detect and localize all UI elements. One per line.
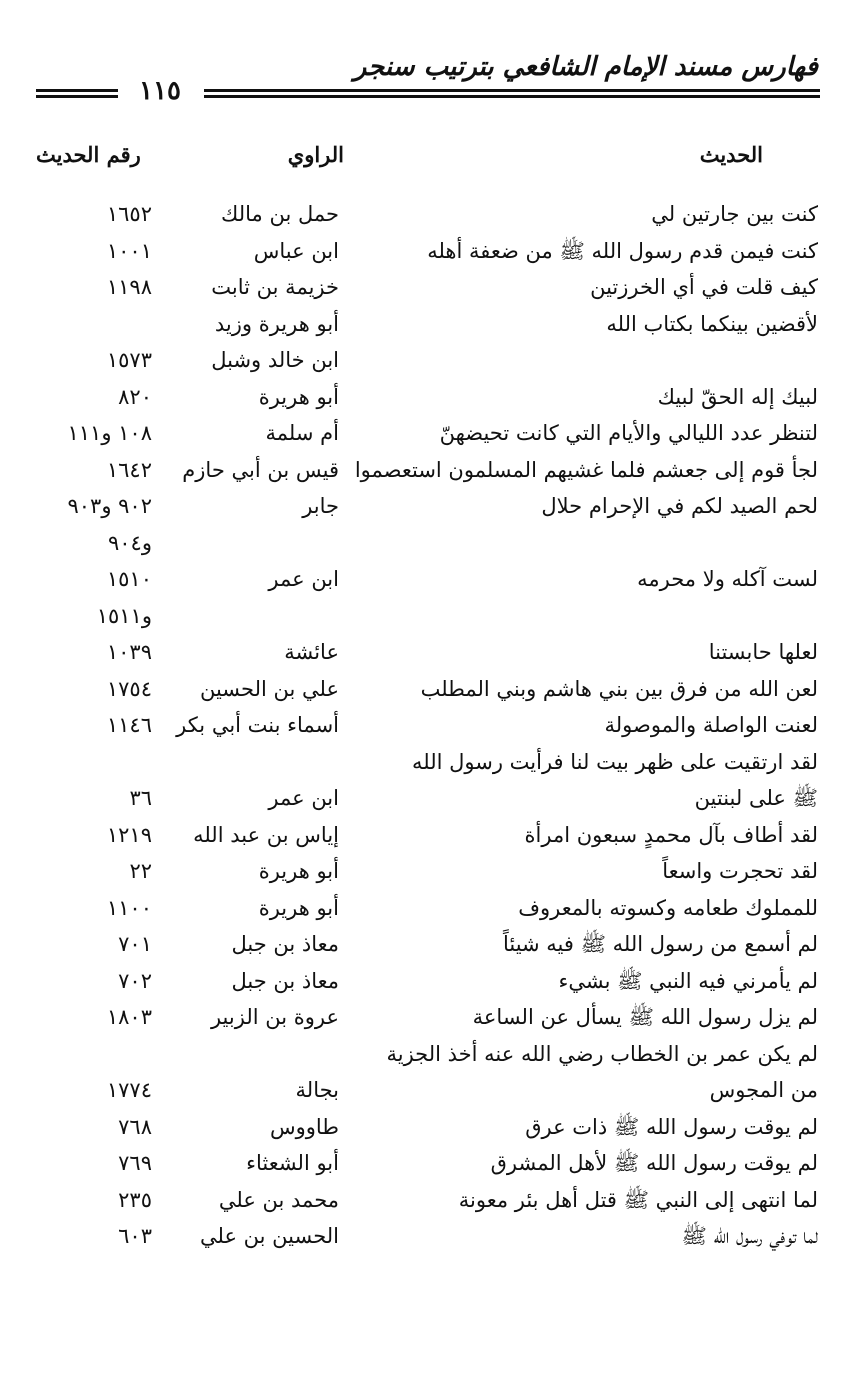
header-rule-bottom [204, 95, 820, 98]
table-row [0, 963, 856, 1000]
narrator-name: أبو هريرة وزيد [214, 311, 339, 336]
hadith-number: ١٠٣٩ [106, 640, 152, 664]
table-row [0, 999, 856, 1036]
table-row [0, 926, 856, 963]
hadith-text: لما توفي رسول الله ﷺ [681, 1224, 818, 1248]
table-row [0, 853, 856, 890]
hadith-number: ٧٠٢ [118, 968, 152, 993]
hadith-number: ٦٠٣ [118, 1224, 152, 1248]
hadith-text: لعن الله من فرق بين بني هاشم وبني المطلب [420, 676, 818, 701]
hadith-text: لم يوقت رسول الله ﷺ ذات عرق [525, 1114, 818, 1139]
narrator-name: علي بن الحسين [199, 676, 339, 701]
hadith-number: ١١٠٠ [106, 895, 152, 920]
table-row [0, 634, 856, 671]
hadith-number: ١٧٧٤ [106, 1078, 152, 1102]
hadith-number: و١٥١١ [96, 603, 152, 628]
hadith-text: لقد أطاف بآل محمدٍ سبعون امرأة [524, 822, 818, 847]
narrator-name: خزيمة بن ثابت [211, 275, 339, 299]
table-row [0, 671, 856, 708]
header-rule-top [204, 89, 820, 92]
hadith-text: لم يكن عمر بن الخطاب رضي الله عنه أخذ الجزية [386, 1041, 818, 1066]
hadith-text: لم يزل رسول الله ﷺ يسأل عن الساعة [472, 1005, 818, 1029]
hadith-number: ٣٦ [129, 786, 152, 810]
hadith-text: لقد ارتقيت على ظهر بيت لنا فرأيت رسول الله [412, 749, 818, 774]
hadith-number: ٢٢ [129, 859, 152, 883]
narrator-name: أسماء بنت أبي بكر [176, 713, 339, 737]
hadith-number: ٧٦٨ [118, 1114, 152, 1139]
narrator-name: أبو هريرة [258, 895, 339, 920]
table-row [0, 196, 856, 233]
table-row [0, 1218, 856, 1255]
hadith-text: لبيك إله الحقّ لبيك [657, 384, 818, 409]
hadith-number: ٩٠٢ و٩٠٣ [67, 494, 152, 518]
hadith-text: لتنظر عدد الليالي والأيام التي كانت تحيضهنّ [439, 421, 818, 445]
hadith-text: كيف قلت في أي الخرزتين [590, 275, 818, 299]
hadith-text: لعلها حابستنا [708, 640, 818, 664]
narrator-name: ابن عمر [268, 786, 339, 810]
table-row [0, 1145, 856, 1182]
narrator-name: بجالة [295, 1078, 339, 1102]
hadith-text: للمملوك طعامه وكسوته بالمعروف [518, 895, 818, 920]
narrator-name: حمل بن مالك [221, 202, 339, 226]
hadith-text: لحم الصيد لكم في الإحرام حلال [541, 494, 818, 518]
narrator-name: عروة بن الزبير [210, 1005, 339, 1029]
hadith-number: ٢٣٥ [118, 1187, 152, 1212]
narrator-name: قيس بن أبي حازم [182, 457, 339, 482]
narrator-name: طاووس [269, 1114, 339, 1139]
table-row [0, 598, 856, 635]
hadith-number: ١٨٠٣ [106, 1005, 152, 1029]
table-row [0, 415, 856, 452]
narrator-name: الحسين بن علي [199, 1224, 339, 1248]
hadith-text: لست آكله ولا محرمه [637, 567, 818, 591]
hadith-text: لعنت الواصلة والموصولة [604, 713, 818, 737]
narrator-name: عائشة [284, 640, 339, 664]
column-header-narrator: الراوي [287, 142, 344, 167]
narrator-name: أبو هريرة [258, 384, 339, 409]
table-row [0, 525, 856, 562]
hadith-number: ٨٢٠ [118, 384, 152, 409]
hadith-number: ١١٩٨ [106, 275, 152, 299]
table-row [0, 269, 856, 306]
table-row [0, 707, 856, 744]
narrator-name: ابن خالد وشبل [211, 348, 339, 372]
table-row [0, 780, 856, 817]
index-table [0, 196, 856, 1255]
hadith-number: ١٠٨ و١١١ [67, 421, 152, 445]
hadith-number: ١٥١٠ [106, 567, 152, 591]
narrator-name: جابر [302, 494, 339, 518]
hadith-number: ١٥٧٣ [106, 348, 152, 372]
narrator-name: ابن عباس [253, 238, 339, 263]
hadith-text: لما انتهى إلى النبي ﷺ قتل أهل بئر معونة [458, 1187, 818, 1212]
table-row [0, 306, 856, 343]
narrator-name: أم سلمة [265, 421, 339, 445]
hadith-text: كنت فيمن قدم رسول الله ﷺ من ضعفة أهله [427, 238, 818, 263]
hadith-number: ١٠٠١ [106, 238, 152, 263]
hadith-number: ٧٦٩ [118, 1151, 152, 1175]
table-row [0, 744, 856, 781]
hadith-text: لأقضين بينكما بكتاب الله [606, 311, 818, 336]
hadith-text: لم أسمع من رسول الله ﷺ فيه شيئاً [502, 932, 818, 956]
column-header-number: رقم الحديث [36, 142, 141, 167]
hadith-number: ١٢١٩ [106, 822, 152, 847]
narrator-name: إياس بن عبد الله [193, 822, 339, 847]
hadith-text: لم يوقت رسول الله ﷺ لأهل المشرق [490, 1151, 818, 1175]
running-header-title: فهارس مسند الإمام الشافعي بترتيب سنجر [353, 52, 818, 82]
narrator-name: ابن عمر [268, 567, 339, 591]
hadith-number: ٧٠١ [118, 932, 152, 956]
narrator-name: معاذ بن جبل [231, 932, 339, 956]
hadith-text: لقد تحجرت واسعاً [662, 859, 818, 883]
hadith-number: و٩٠٤ [108, 530, 152, 555]
narrator-name: أبو الشعثاء [246, 1151, 339, 1175]
table-row [0, 1036, 856, 1073]
table-row [0, 1109, 856, 1146]
table-row [0, 1072, 856, 1109]
hadith-number: ١٦٥٢ [106, 202, 152, 226]
narrator-name: معاذ بن جبل [231, 968, 339, 993]
table-row [0, 342, 856, 379]
table-row [0, 890, 856, 927]
hadith-number: ١١٤٦ [106, 713, 152, 737]
table-row [0, 817, 856, 854]
hadith-number: ١٦٤٢ [106, 457, 152, 482]
table-row [0, 452, 856, 489]
table-row [0, 561, 856, 598]
table-row [0, 233, 856, 270]
page-number-rule-bottom [36, 95, 118, 98]
column-header-hadith: الحديث [699, 142, 763, 167]
narrator-name: محمد بن علي [218, 1187, 339, 1212]
hadith-number: ١٧٥٤ [106, 676, 152, 701]
table-row [0, 379, 856, 416]
hadith-text: ﷺ على لبنتين [694, 786, 818, 810]
hadith-text: كنت بين جارتين لي [651, 202, 818, 226]
hadith-text: لجأ قوم إلى جعشم فلما غشيهم المسلمون استعصموا [354, 457, 818, 482]
narrator-name: أبو هريرة [258, 859, 339, 883]
hadith-text: من المجوس [709, 1078, 818, 1102]
page-number-rule-top [36, 89, 118, 92]
table-row [0, 488, 856, 525]
hadith-text: لم يأمرني فيه النبي ﷺ بشيء [558, 968, 818, 993]
table-row [0, 1182, 856, 1219]
page-number: ١١٥ [139, 76, 181, 106]
